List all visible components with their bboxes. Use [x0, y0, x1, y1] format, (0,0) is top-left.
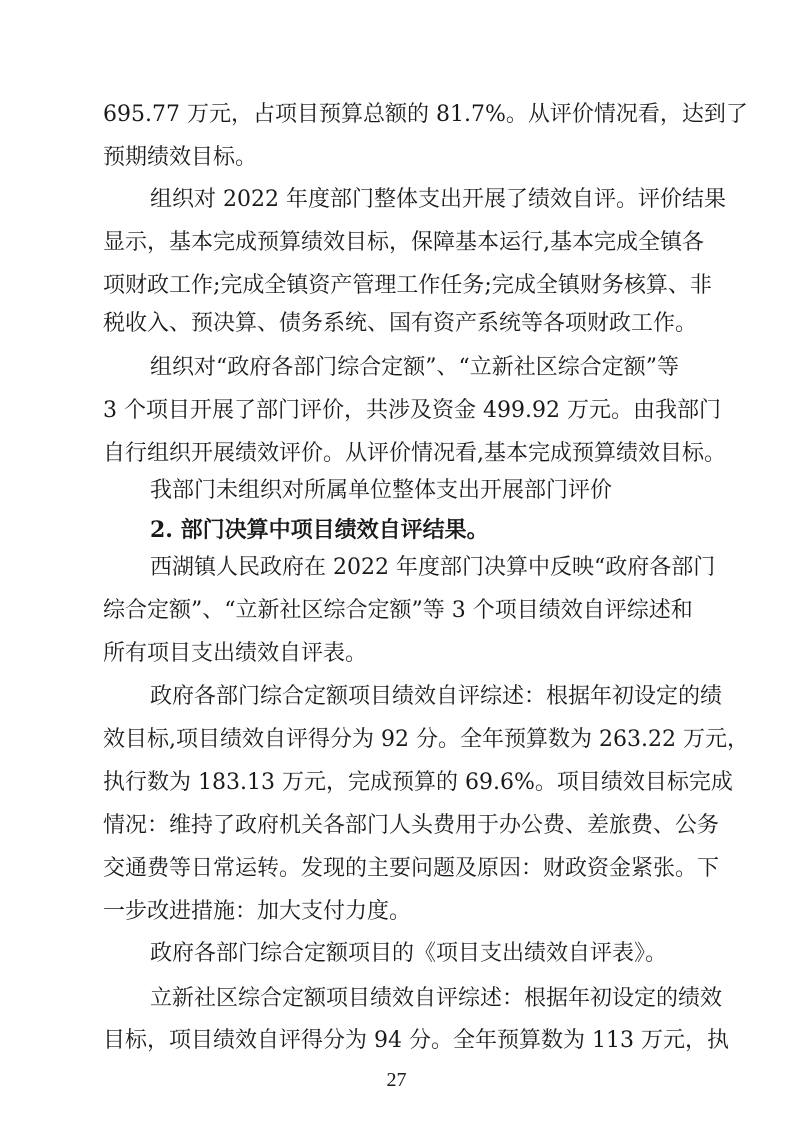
paragraph-line: 政府各部门综合定额项目绩效自评综述：根据年初设定的绩 [150, 684, 723, 709]
paragraph-line: 交通费等日常运转。发现的主要问题及原因：财政资金紧张。下 [103, 856, 720, 881]
paragraph-line: 我部门未组织对所属单位整体支出开展部门评价 [150, 478, 613, 503]
paragraph-line: 税收入、预决算、债务系统、国有资产系统等各项财政工作。 [103, 311, 698, 336]
paragraph-line: 执行数为 183.13 万元，完成预算的 69.6%。项目绩效目标完成 [103, 770, 733, 795]
paragraph-line: 西湖镇人民政府在 2022 年度部门决算中反映“政府各部门 [150, 555, 716, 580]
page-number: 27 [386, 1069, 407, 1091]
paragraph-line: 综合定额”、“立新社区综合定额”等 3 个项目绩效自评综述和 [103, 598, 693, 623]
paragraph-line: 3 个项目开展了部门评价，共涉及资金 499.92 万元。由我部门 [103, 398, 721, 423]
paragraph-line: 立新社区综合定额项目绩效自评综述：根据年初设定的绩效 [150, 986, 723, 1011]
paragraph-line: 项财政工作;完成全镇资产管理工作任务;完成全镇财务核算、非 [103, 273, 712, 298]
paragraph-line: 情况：维持了政府机关各部门人头费用于办公费、差旅费、公务 [103, 813, 720, 838]
paragraph-line: 政府各部门综合定额项目的《项目支出绩效自评表》。 [150, 941, 668, 966]
section-heading: 2. 部门决算中项目绩效自评结果。 [150, 517, 489, 543]
paragraph-line: 695.77 万元，占项目预算总额的 81.7%。从评价情况看，达到了 [103, 102, 748, 127]
paragraph-line: 显示，基本完成预算绩效目标，保障基本运行,基本完成全镇各 [103, 230, 704, 255]
paragraph-line: 效目标,项目绩效自评得分为 92 分。全年预算数为 263.22 万元， [103, 727, 749, 752]
paragraph-line: 组织对 2022 年度部门整体支出开展了绩效自评。评价结果 [150, 187, 726, 212]
paragraph-line: 目标，项目绩效自评得分为 94 分。全年预算数为 113 万元，执 [103, 1028, 729, 1053]
paragraph-line: 组织对“政府各部门综合定额”、“立新社区综合定额”等 [150, 355, 679, 380]
paragraph-line: 预期绩效目标。 [103, 145, 258, 170]
paragraph-line: 所有项目支出绩效自评表。 [103, 641, 368, 666]
paragraph-line: 一步改进措施：加大支付力度。 [103, 899, 412, 924]
paragraph-line: 自行组织开展绩效评价。从评价情况看,基本完成预算绩效目标。 [103, 441, 726, 466]
